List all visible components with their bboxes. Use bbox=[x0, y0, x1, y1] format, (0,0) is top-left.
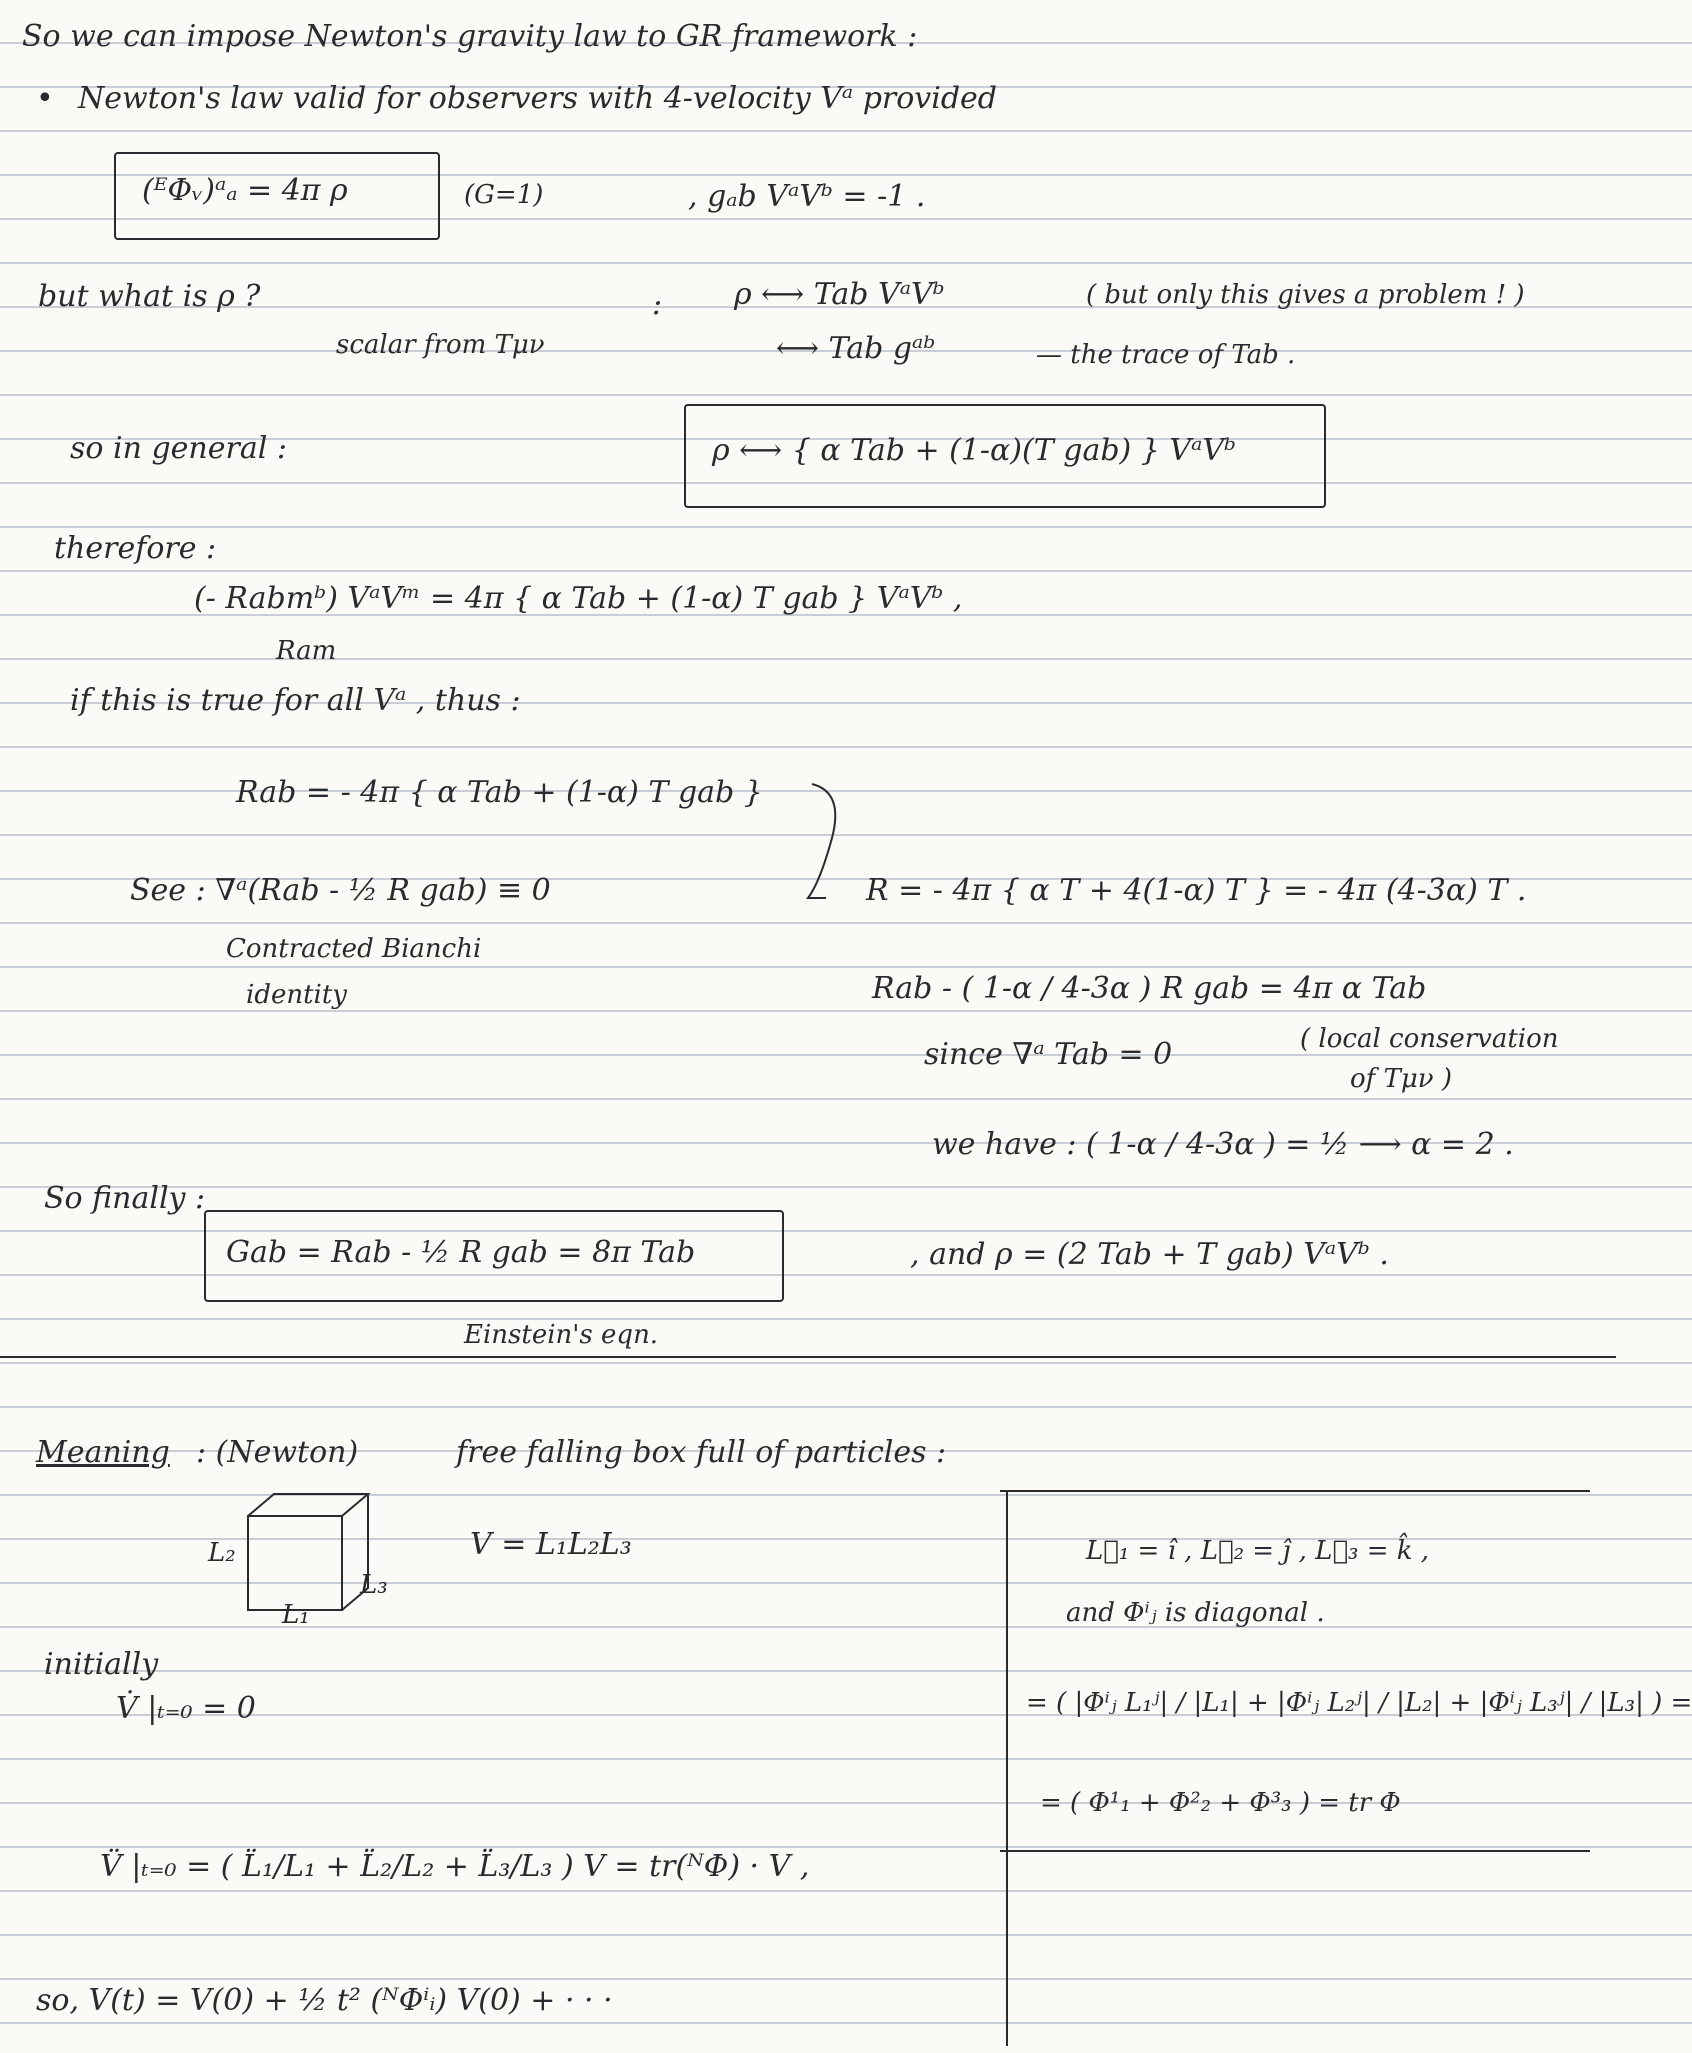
ricci-scalar-equation: R = - 4π { α T + 4(1-α) T } = - 4π (4-3α) T . bbox=[866, 873, 1527, 908]
vdot-condition: V̇ |ₜ₌₀ = 0 bbox=[116, 1691, 256, 1726]
in-general-label: so in general : bbox=[70, 431, 287, 466]
meaning-heading: Meaning bbox=[36, 1435, 170, 1470]
section-divider bbox=[0, 1356, 1616, 1358]
identity-label: identity bbox=[246, 980, 347, 1010]
contracted-bianchi-label: Contracted Bianchi bbox=[226, 934, 482, 964]
side-diagonal-note: and Φⁱⱼ is diagonal . bbox=[1066, 1598, 1325, 1628]
if-true-line: if this is true for all Vᵃ , thus : bbox=[70, 683, 521, 718]
rab-equation: Rab - ( 1-α / 4-3α ) R gab = 4π α Tab bbox=[872, 971, 1427, 1006]
einstein-equation: Gab = Rab - ½ R gab = 8π Tab bbox=[226, 1235, 696, 1270]
cube-l3-label: L₃ bbox=[360, 1570, 388, 1600]
ricci-equation: Rab = - 4π { α Tab + (1-α) T gab } bbox=[236, 775, 763, 810]
trace-equation: ⟷ Tab gᵃᵇ bbox=[776, 331, 936, 366]
colon-mark: : bbox=[652, 287, 663, 322]
bianchi-equation: See : ∇ᵃ(Rab - ½ R gab) ≡ 0 bbox=[130, 873, 551, 908]
free-falling-line: free falling box full of particles : bbox=[456, 1435, 947, 1470]
scalar-note: scalar from Tμν bbox=[336, 330, 545, 360]
local-conservation-note: ( local conservation bbox=[1300, 1024, 1559, 1054]
rho-general-equation: ρ ⟷ { α Tab + (1-α)(T gab) } VᵃVᵇ bbox=[712, 433, 1237, 468]
of-tmu-note: of Tμν ) bbox=[1350, 1064, 1452, 1094]
bullet-mark: • bbox=[36, 81, 54, 116]
riemann-equation: (- Rabmᵇ) VᵃVᵐ = 4π { α Tab + (1-α) T gab } VᵃVᵇ , bbox=[194, 581, 963, 616]
therefore-label: therefore : bbox=[54, 531, 217, 566]
since-equation: since ∇ᵃ Tab = 0 bbox=[924, 1037, 1173, 1072]
side-top-rule bbox=[1000, 1490, 1590, 1492]
cube-l1-label: L₁ bbox=[282, 1600, 310, 1630]
g-equals-one: (G=1) bbox=[464, 180, 544, 210]
normalization-condition: , gₐb VᵃVᵇ = -1 . bbox=[688, 179, 926, 214]
rho-tab-equation: ρ ⟷ Tab VᵃVᵇ bbox=[734, 277, 945, 312]
alpha-result: we have : ( 1-α / 4-3α ) = ½ ⟶ α = 2 . bbox=[932, 1127, 1514, 1162]
problem-note: ( but only this gives a problem ! ) bbox=[1086, 280, 1525, 310]
cube-l2-label: L₂ bbox=[208, 1538, 236, 1568]
intro-line: So we can impose Newton's gravity law to GR framework : bbox=[22, 19, 918, 54]
poisson-equation: (ᴱΦᵥ)ᵃₐ = 4π ρ bbox=[142, 173, 348, 208]
series-expansion: so, V(t) = V(0) + ½ t² (ᴺΦⁱᵢ) V(0) + · · · bbox=[36, 1983, 613, 2018]
ram-label: Ram bbox=[276, 636, 337, 666]
side-bottom-rule bbox=[1000, 1850, 1590, 1852]
initially-label: initially bbox=[44, 1647, 159, 1682]
einstein-label: Einstein's eqn. bbox=[464, 1320, 659, 1350]
question-line: but what is ρ ? bbox=[38, 279, 261, 314]
trace-note: — the trace of Tab . bbox=[1036, 340, 1296, 370]
vddot-equation: V̈ |ₜ₌₀ = ( L̈₁/L₁ + L̈₂/L₂ + L̈₃/L₃ ) V = tr(ᴺΦ) · V , bbox=[100, 1849, 810, 1884]
newton-paren-label: : (Newton) bbox=[196, 1435, 359, 1470]
side-basis-vectors: L⃗₁ = î , L⃗₂ = ĵ , L⃗₃ = k̂ , bbox=[1086, 1536, 1430, 1566]
newton-valid-line: Newton's law valid for observers with 4-velocity Vᵃ provided bbox=[78, 81, 998, 116]
side-trace-equation: = ( Φ¹₁ + Φ²₂ + Φ³₃ ) = tr Φ bbox=[1040, 1788, 1401, 1818]
so-finally-label: So finally : bbox=[44, 1181, 206, 1216]
side-vertical-rule bbox=[1006, 1490, 1008, 2046]
volume-equation: V = L₁L₂L₃ bbox=[470, 1527, 632, 1562]
rho-final-equation: , and ρ = (2 Tab + T gab) VᵃVᵇ . bbox=[910, 1237, 1389, 1272]
side-sum-equation: = ( |Φⁱⱼ L₁ʲ| / |L₁| + |Φⁱⱼ L₂ʲ| / |L₂| + |Φⁱⱼ L₃ʲ| / |L₃| ) = bbox=[1026, 1688, 1692, 1718]
